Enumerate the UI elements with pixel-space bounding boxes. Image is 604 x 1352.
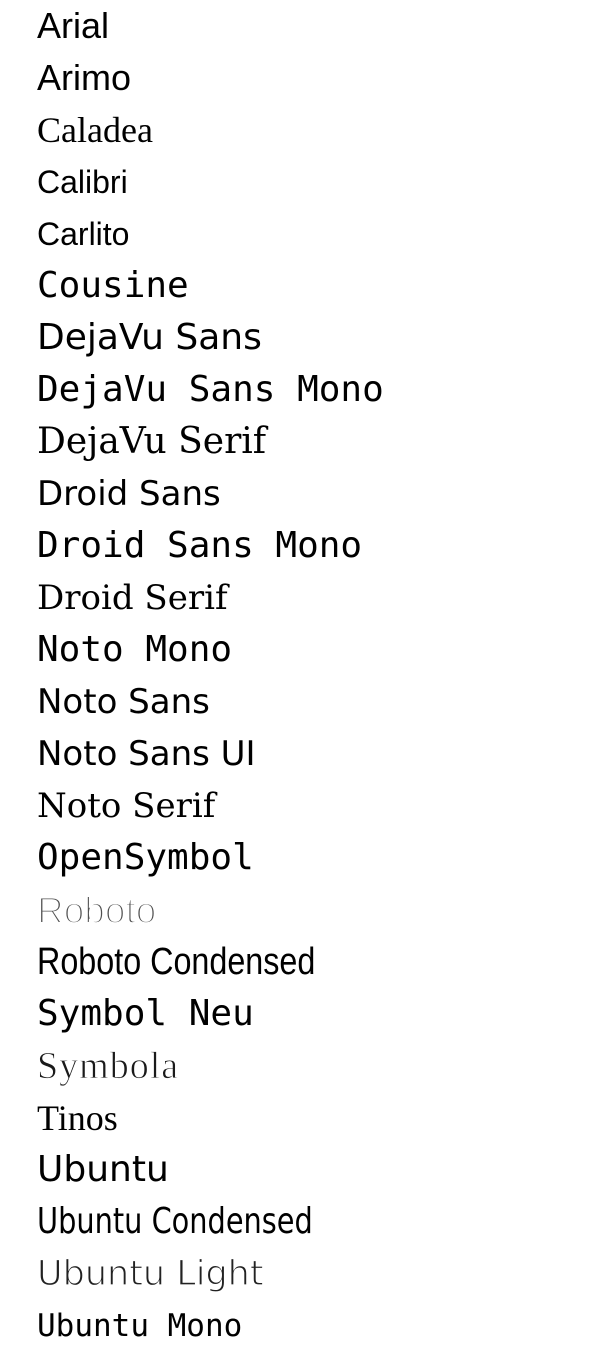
font-item-noto-sans[interactable] [0, 676, 604, 728]
font-item-label: Ubuntu Mono [37, 1307, 243, 1344]
font-item-label: Ubuntu Condensed [37, 1201, 313, 1242]
font-item-label: Roboto Condensed [37, 941, 316, 983]
font-item-dejavu-sans-mono[interactable] [0, 364, 604, 416]
font-item-noto-mono[interactable] [0, 624, 604, 676]
font-item-roboto-condensed[interactable] [0, 936, 604, 988]
font-item-noto-serif[interactable] [0, 780, 604, 832]
font-item-droid-serif[interactable] [0, 572, 604, 624]
font-item-ubuntu-light[interactable] [0, 1248, 604, 1300]
font-item-symbol-neu[interactable] [0, 988, 604, 1040]
font-item-droid-sans[interactable] [0, 468, 604, 520]
font-item-label: Arial [37, 5, 110, 46]
font-item-label: Droid Sans Mono [37, 525, 363, 566]
font-item-dejavu-sans[interactable] [0, 312, 604, 364]
font-item-label: Symbol Neu [37, 993, 254, 1034]
font-item-label: OpenSymbol [37, 837, 254, 878]
font-item-carlito[interactable] [0, 208, 604, 260]
font-item-label: Carlito [37, 216, 130, 252]
font-item-ubuntu[interactable] [0, 1144, 604, 1196]
font-item-label: Tinos [37, 1098, 118, 1138]
font-item-droid-sans-mono[interactable] [0, 520, 604, 572]
font-item-label: DejaVu Sans Mono [37, 369, 384, 410]
font-item-caladea[interactable] [0, 104, 604, 156]
font-item-label: Ubuntu [37, 1149, 169, 1190]
font-item-label: Noto Serif [37, 786, 216, 826]
font-item-ubuntu-mono[interactable] [0, 1300, 604, 1352]
font-item-arial[interactable] [0, 0, 604, 52]
font-item-label: DejaVu Serif [37, 421, 267, 462]
font-item-noto-sans-ui[interactable] [0, 728, 604, 780]
font-item-label: Ubuntu Light [37, 1253, 264, 1294]
font-item-calibri[interactable] [0, 156, 604, 208]
font-item-label: Droid Serif [37, 578, 228, 618]
font-item-label: Noto Mono [37, 629, 233, 670]
font-item-label: Droid Sans [37, 474, 221, 514]
font-item-symbola[interactable] [0, 1040, 604, 1092]
font-item-dejavu-serif[interactable] [0, 416, 604, 468]
font-item-cousine[interactable] [0, 260, 604, 312]
font-item-label: Calibri [37, 164, 128, 200]
font-item-label: Symbola [37, 1045, 180, 1087]
font-item-roboto[interactable] [0, 884, 604, 936]
font-item-label: Cousine [37, 265, 189, 306]
font-item-tinos[interactable] [0, 1092, 604, 1144]
font-item-arimo[interactable] [0, 52, 604, 104]
font-item-label: Noto Sans [37, 682, 210, 722]
font-item-label: Noto Sans UI [37, 734, 256, 774]
font-item-ubuntu-condensed[interactable] [0, 1196, 604, 1248]
font-item-label: DejaVu Sans [37, 317, 262, 358]
font-item-label: Caladea [37, 110, 153, 150]
font-item-label: Roboto [37, 889, 157, 931]
font-item-opensymbol[interactable] [0, 832, 604, 884]
font-item-label: Arimo [37, 57, 132, 98]
